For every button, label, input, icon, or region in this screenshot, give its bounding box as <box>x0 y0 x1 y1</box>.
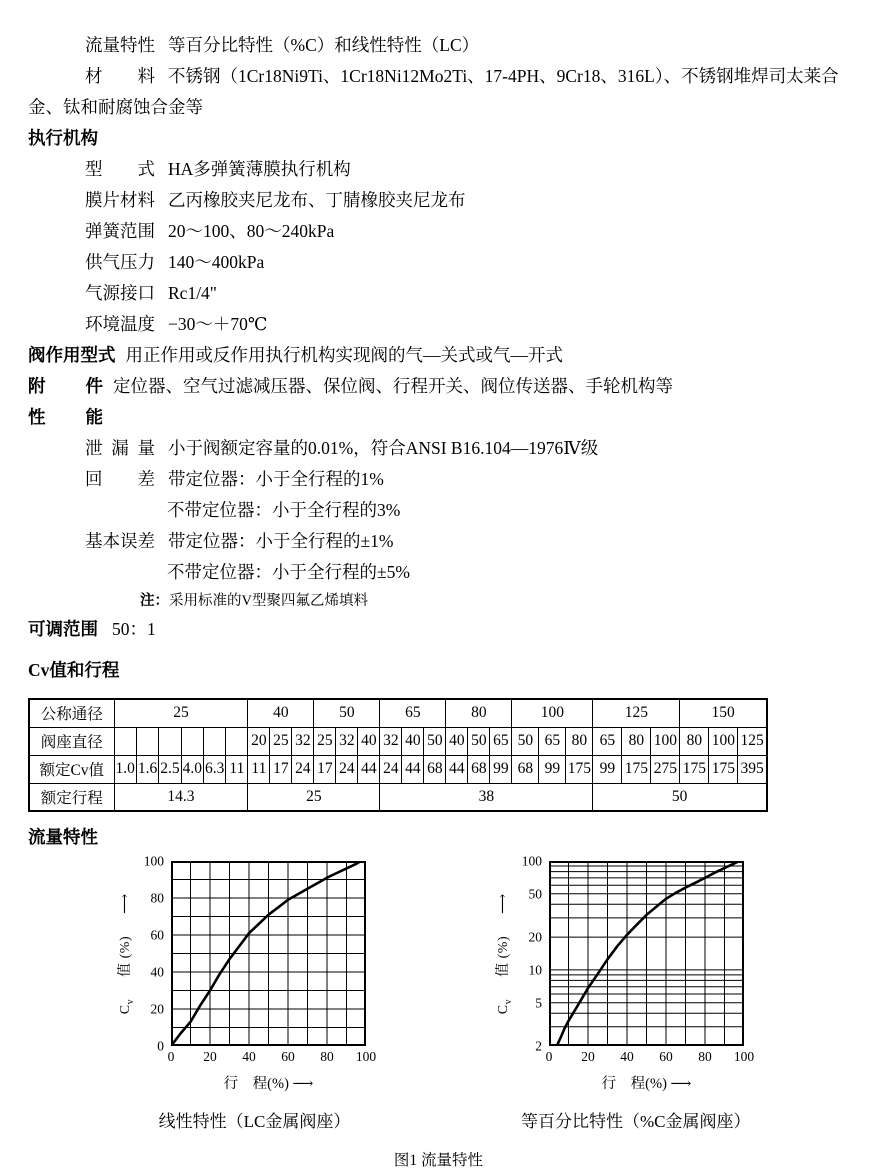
rated-cv-cell: 17 <box>314 755 336 783</box>
rated-cv-cell: 1.0 <box>114 755 136 783</box>
spec-label: 环境温度 <box>85 314 155 334</box>
table-row <box>29 783 767 811</box>
nominal-size-cell: 100 <box>512 699 593 727</box>
section-heading-valve-action: 阀作用型式 <box>28 345 116 365</box>
spec-row-type <box>28 154 849 185</box>
y-tick-label: 40 <box>150 964 164 980</box>
section-heading-flow: 流量特性 <box>28 827 98 847</box>
spec-row-accessories <box>28 371 849 402</box>
spec-row-supply-pressure <box>28 247 849 278</box>
x-axis-ticks <box>545 1046 755 1068</box>
seat-diameter-cell: 125 <box>738 727 767 755</box>
spec-value: 带定位器：小于全行程的1% <box>168 469 384 489</box>
rated-cv-cell: 99 <box>490 755 512 783</box>
spec-row-leakage <box>28 433 849 464</box>
rated-cv-cell: 11 <box>226 755 248 783</box>
spec-value: 不锈钢（1Cr18Ni9Ti、1Cr18Ni12Mo2Ti、17-4PH、9Cr18、316L）、不锈钢堆焊司太莱合金、钛和耐腐蚀合金等 <box>28 66 839 117</box>
rated-cv-cell: 275 <box>651 755 680 783</box>
x-tick-label: 60 <box>659 1049 673 1064</box>
rated-cv-cell: 24 <box>380 755 402 783</box>
rated-cv-cell: 17 <box>270 755 292 783</box>
rated-cv-cell: 68 <box>468 755 490 783</box>
chart-caption: 线性特性（LC金属阀座） <box>158 1112 351 1131</box>
rated-travel-cell: 25 <box>248 783 380 811</box>
seat-diameter-cell: 25 <box>270 727 292 755</box>
rated-cv-cell: 68 <box>512 755 539 783</box>
nominal-size-cell: 125 <box>593 699 680 727</box>
seat-diameter-cell: 80 <box>566 727 593 755</box>
spec-label: 供气压力 <box>85 252 155 272</box>
section-heading-cv-table: Cv值和行程 <box>28 660 120 680</box>
nominal-size-cell: 25 <box>114 699 248 727</box>
seat-diameter-cell: 20 <box>248 727 270 755</box>
spec-value: 140～400kPa <box>168 252 265 272</box>
rated-cv-cell: 99 <box>539 755 566 783</box>
section-heading-rangeability: 可调范围 <box>28 619 98 639</box>
y-tick-label: 5 <box>535 994 542 1010</box>
y-axis-title-column <box>491 861 515 1046</box>
nominal-size-cell: 80 <box>446 699 512 727</box>
chart-plot <box>171 861 366 1046</box>
spec-value: HA多弹簧薄膜执行机构 <box>168 159 351 179</box>
chart-plot <box>549 861 744 1046</box>
seat-diameter-cell: 40 <box>358 727 380 755</box>
note-label: 注： <box>140 593 169 609</box>
row-label: 额定Cv值 <box>29 755 114 783</box>
y-tick-label: 80 <box>150 890 164 906</box>
spec-row-flow-characteristic <box>28 30 849 61</box>
y-tick-label: 100 <box>521 853 542 869</box>
row-label: 额定行程 <box>29 783 114 811</box>
seat-diameter-cell <box>181 727 203 755</box>
seat-diameter-cell: 50 <box>512 727 539 755</box>
x-tick-label: 60 <box>281 1049 295 1064</box>
nominal-size-cell: 40 <box>248 699 314 727</box>
seat-diameter-cell <box>136 727 158 755</box>
spec-label: 基本误差 <box>85 531 155 551</box>
y-tick-label: 20 <box>528 929 542 945</box>
spec-label: 膜片材料 <box>85 190 155 210</box>
spec-row-basic-error <box>28 526 849 557</box>
seat-diameter-cell <box>114 727 136 755</box>
seat-diameter-cell: 65 <box>490 727 512 755</box>
spec-value: 用正作用或反作用执行机构实现阀的气—关式或气—开式 <box>125 345 563 365</box>
y-axis-ticks <box>137 853 171 1054</box>
rated-travel-cell: 50 <box>593 783 767 811</box>
spec-value: 50：1 <box>112 619 156 639</box>
nominal-size-cell: 50 <box>314 699 380 727</box>
spec-label: 流量特性 <box>85 35 155 55</box>
spec-label: 型式 <box>85 159 155 179</box>
linear-characteristic-chart <box>113 853 377 1132</box>
rated-cv-cell: 44 <box>358 755 380 783</box>
seat-diameter-cell: 50 <box>468 727 490 755</box>
seat-diameter-cell: 32 <box>380 727 402 755</box>
charts-row <box>28 853 849 1132</box>
x-tick-label: 0 <box>167 1049 175 1064</box>
rated-cv-cell: 1.6 <box>136 755 158 783</box>
spec-label: 材料 <box>85 66 155 86</box>
packing-note <box>140 588 849 614</box>
y-axis-ticks <box>515 853 549 1054</box>
table-row <box>29 755 767 783</box>
rated-cv-cell: 44 <box>446 755 468 783</box>
rated-cv-cell: 175 <box>622 755 651 783</box>
spec-value: −30～＋70℃ <box>168 314 268 334</box>
rated-cv-cell: 44 <box>402 755 424 783</box>
seat-diameter-cell <box>204 727 226 755</box>
spec-value: 小于阀额定容量的0.01%，符合ANSI B16.104—1976Ⅳ级 <box>168 438 599 458</box>
y-tick-label: 60 <box>150 927 164 943</box>
rated-cv-cell: 99 <box>593 755 622 783</box>
seat-diameter-cell: 25 <box>314 727 336 755</box>
table-row <box>29 699 767 727</box>
x-tick-label: 100 <box>355 1049 377 1064</box>
seat-diameter-cell: 100 <box>651 727 680 755</box>
spec-row-diaphragm <box>28 185 849 216</box>
chart-caption: 等百分比特性（%C金属阀座） <box>521 1112 751 1131</box>
x-tick-label: 80 <box>320 1049 334 1064</box>
x-tick-label: 20 <box>581 1049 595 1064</box>
nominal-size-cell: 150 <box>680 699 767 727</box>
y-tick-label: 0 <box>157 1038 164 1054</box>
y-axis-title: $C_v$值 (%)⟶ <box>118 893 136 1014</box>
row-label: 公称通径 <box>29 699 114 727</box>
seat-diameter-cell: 40 <box>402 727 424 755</box>
rated-cv-cell: 24 <box>292 755 314 783</box>
spec-value: 20～100、80～240kPa <box>168 221 335 241</box>
rated-cv-cell: 175 <box>709 755 738 783</box>
rated-cv-cell: 4.0 <box>181 755 203 783</box>
section-heading-actuator: 执行机构 <box>28 128 98 148</box>
y-tick-label: 10 <box>528 962 542 978</box>
section-heading-accessories: 附件 <box>28 376 103 396</box>
seat-diameter-cell: 100 <box>709 727 738 755</box>
section-heading-performance-row <box>28 402 849 433</box>
x-tick-label: 100 <box>733 1049 755 1064</box>
spec-value: 定位器、空气过滤减压器、保位阀、行程开关、阀位传送器、手轮机构等 <box>113 376 673 396</box>
spec-row-hysteresis <box>28 464 849 495</box>
rated-cv-cell: 175 <box>680 755 709 783</box>
spec-value: Rc1/4" <box>168 283 217 303</box>
spec-label: 回差 <box>85 469 155 489</box>
x-tick-label: 40 <box>242 1049 256 1064</box>
spec-value: 乙丙橡胶夹尼龙布、丁腈橡胶夹尼龙布 <box>168 190 466 210</box>
seat-diameter-cell: 80 <box>622 727 651 755</box>
rated-cv-cell: 6.3 <box>204 755 226 783</box>
rated-cv-cell: 175 <box>566 755 593 783</box>
spec-value: 等百分比特性（%C）和线性特性（LC） <box>168 35 480 55</box>
spec-row-material <box>28 61 849 123</box>
y-axis-title: $C_v$值 (%)⟶ <box>496 893 514 1014</box>
y-tick-label: 2 <box>535 1038 542 1054</box>
seat-diameter-cell: 40 <box>446 727 468 755</box>
spec-row-air-connection <box>28 278 849 309</box>
rated-travel-cell: 14.3 <box>114 783 248 811</box>
equal-percentage-chart <box>491 853 755 1132</box>
cv-travel-table <box>28 698 768 812</box>
seat-diameter-cell: 32 <box>292 727 314 755</box>
nominal-size-cell: 65 <box>380 699 446 727</box>
spec-row-spring-range <box>28 216 849 247</box>
spec-label: 泄漏量 <box>85 438 155 458</box>
y-tick-label: 50 <box>528 886 542 902</box>
spec-value: 带定位器：小于全行程的±1% <box>168 531 394 551</box>
figure-caption: 图1 流量特性 <box>393 1152 484 1169</box>
spec-continuation: 不带定位器：小于全行程的±5% <box>167 562 410 582</box>
seat-diameter-cell: 32 <box>336 727 358 755</box>
y-tick-label: 20 <box>150 1001 164 1017</box>
x-axis-ticks <box>167 1046 377 1068</box>
rated-cv-cell: 24 <box>336 755 358 783</box>
spec-row-rangeability <box>28 614 849 645</box>
rated-cv-cell: 2.5 <box>159 755 181 783</box>
rated-cv-cell: 11 <box>248 755 270 783</box>
seat-diameter-cell: 65 <box>593 727 622 755</box>
row-label: 阀座直径 <box>29 727 114 755</box>
x-tick-label: 40 <box>620 1049 634 1064</box>
seat-diameter-cell: 50 <box>424 727 446 755</box>
seat-diameter-cell <box>159 727 181 755</box>
x-tick-label: 0 <box>545 1049 553 1064</box>
spec-continuation: 不带定位器：小于全行程的3% <box>167 500 401 520</box>
x-tick-label: 80 <box>698 1049 712 1064</box>
x-axis-title: 行 程(%) ⟶ <box>601 1076 692 1092</box>
seat-diameter-cell: 65 <box>539 727 566 755</box>
x-tick-label: 20 <box>203 1049 217 1064</box>
seat-diameter-cell <box>226 727 248 755</box>
note-text: 采用标准的V型聚四氟乙烯填料 <box>169 593 368 609</box>
spec-row-valve-action <box>28 340 849 371</box>
y-axis-title-column <box>113 861 137 1046</box>
rated-cv-cell: 395 <box>738 755 767 783</box>
y-tick-label: 100 <box>143 853 164 869</box>
x-axis-title: 行 程(%) ⟶ <box>223 1076 314 1092</box>
rated-cv-cell: 68 <box>424 755 446 783</box>
spec-row-ambient-temp <box>28 309 849 340</box>
rated-travel-cell: 38 <box>380 783 593 811</box>
seat-diameter-cell: 80 <box>680 727 709 755</box>
spec-label: 气源接口 <box>85 283 155 303</box>
spec-label: 弹簧范围 <box>85 221 155 241</box>
section-heading-performance: 性能 <box>28 407 103 427</box>
table-row <box>29 727 767 755</box>
